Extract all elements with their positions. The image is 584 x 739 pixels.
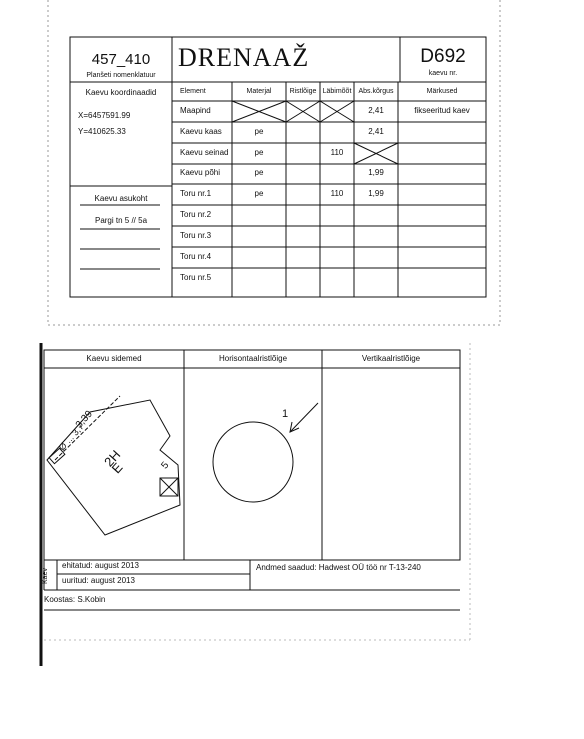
links-heading: Kaevu sidemed — [86, 354, 142, 363]
table-cell-abs-height: 2,41 — [368, 106, 384, 115]
col-abs-height: Abs.kõrgus — [358, 88, 394, 95]
location-heading: Kaevu asukoht — [94, 194, 148, 203]
col-cross-section: Ristlõige — [289, 88, 317, 95]
table-cell-abs-height: 1,99 — [368, 168, 384, 177]
table-cell-material: pe — [254, 189, 264, 198]
map-number-caption: Planšeti nomenklatuur — [86, 72, 156, 79]
coordinates-heading: Kaevu koordinaadid — [85, 88, 157, 97]
author: Koostas: S.Kobin — [44, 595, 106, 604]
map-number: 457_410 — [91, 51, 151, 68]
built-date: ehitatud: august 2013 — [62, 561, 139, 570]
table-cell-element: Kaevu põhi — [180, 168, 221, 177]
table-cell-element: Kaevu kaas — [180, 127, 222, 136]
side-label: Kaev — [41, 568, 49, 584]
table-cell-diameter: 110 — [330, 189, 344, 198]
table-cell-notes: fikseeritud kaev — [414, 106, 470, 115]
horizontal-section-drawing — [213, 403, 318, 502]
table-cell-element: Toru nr.1 — [180, 189, 212, 198]
table-cell-material: pe — [254, 127, 264, 136]
surveyed-date: uuritud: august 2013 — [62, 576, 135, 585]
table-cell-element: Toru nr.2 — [180, 210, 212, 219]
location-address: Pargi tn 5 // 5a — [94, 216, 148, 225]
sketch-dimension: 3,39 — [73, 408, 95, 431]
table-cell-material: pe — [254, 148, 264, 157]
table-cell-element: Maapind — [180, 106, 211, 115]
horizontal-section-heading: Horisontaalristlõige — [218, 354, 288, 363]
well-id-caption: kaevu nr. — [428, 70, 458, 77]
table-cell-element: Toru nr.3 — [180, 231, 212, 240]
data-source: Andmed saadud: Hadwest OÜ töö nr T-13-240 — [256, 563, 421, 572]
document-title: DRENAAŽ — [178, 43, 310, 72]
coordinate-y: Y=410625.33 — [78, 127, 126, 136]
col-element: Element — [180, 88, 206, 95]
sketch-building-label: 2H E — [101, 447, 126, 477]
table-cell-abs-height: 2,41 — [368, 127, 384, 136]
col-notes: Märkused — [426, 88, 458, 95]
table-cell-element: Toru nr.4 — [180, 252, 212, 261]
table-cell-material: pe — [254, 168, 264, 177]
well-id: D692 — [420, 46, 466, 67]
coordinate-x: X=6457591.99 — [78, 111, 131, 120]
table-cell-element: Toru nr.5 — [180, 273, 212, 282]
sketch-label-5: 5 — [159, 460, 172, 472]
vertical-section-heading: Vertikaalristlõige — [361, 354, 421, 363]
table-cell-diameter: 110 — [330, 148, 344, 157]
sketch-dimension-2: Ø¨... 3,7 — [56, 421, 86, 453]
pipe-label: 1 — [282, 408, 289, 420]
col-material: Materjal — [246, 88, 272, 95]
table-cell-element: Kaevu seinad — [180, 148, 229, 157]
table-cell-abs-height: 1,99 — [368, 189, 384, 198]
col-diameter: Läbimõõt — [322, 88, 352, 95]
